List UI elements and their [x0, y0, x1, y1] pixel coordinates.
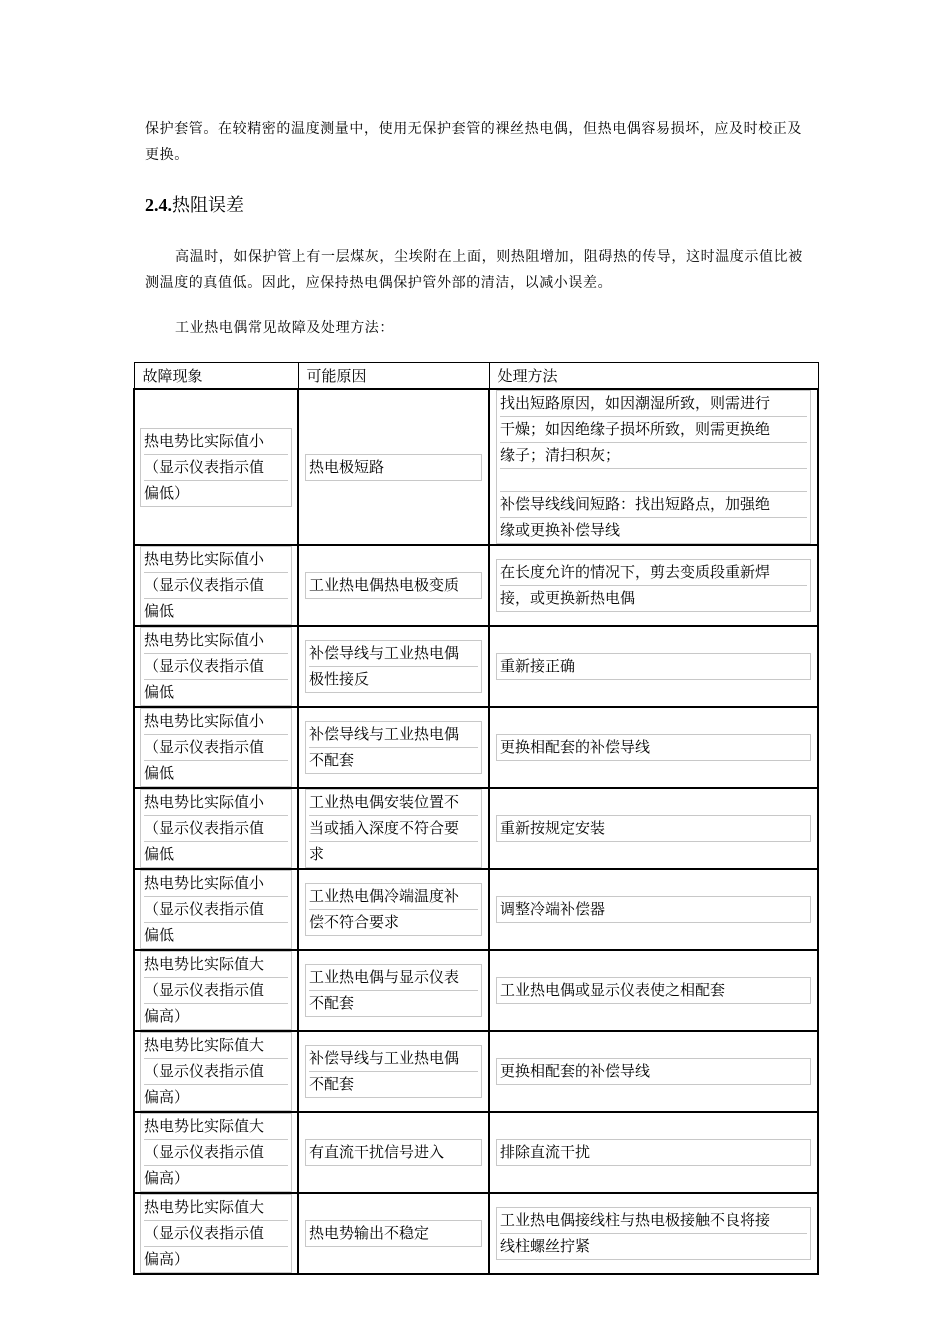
cell-phenomenon-box	[140, 1113, 292, 1192]
cell-method	[489, 707, 818, 788]
cell-line: 工业热电偶冷端温度补	[309, 884, 478, 910]
cell-line: 求	[309, 845, 325, 863]
cell-line: 偏低	[144, 764, 175, 782]
cell-phenomenon-box	[140, 627, 292, 706]
cell-method-box	[496, 1139, 811, 1166]
cell-phenomenon	[134, 545, 298, 626]
cell-line: （显示仪表指示值	[144, 654, 288, 680]
cell-cause-box	[305, 454, 482, 481]
table-row	[134, 950, 818, 1031]
section-heading	[145, 193, 244, 218]
cell-line: 偏低）	[144, 483, 190, 502]
cell-cause	[298, 1112, 489, 1193]
cell-line: 缘或更换补偿导线	[500, 521, 621, 539]
cell-phenomenon	[134, 1031, 298, 1112]
cell-line: 更换相配套的补偿导线	[500, 1062, 651, 1080]
cell-line: 热电势比实际值大	[144, 952, 288, 978]
cell-phenomenon-box	[140, 708, 292, 787]
cell-phenomenon-box	[140, 1194, 292, 1273]
cell-method	[489, 1031, 818, 1112]
cell-line: 不配套	[309, 1075, 355, 1093]
cell-line: 偏高）	[144, 1250, 190, 1268]
cell-method-box	[496, 653, 811, 680]
cell-line: 偏低	[144, 845, 175, 863]
cell-line: 偏低	[144, 602, 175, 620]
table-row	[134, 1193, 818, 1274]
cell-line: 热电势比实际值小	[144, 790, 288, 816]
cell-line: 热电势输出不稳定	[309, 1224, 430, 1242]
cell-cause	[298, 545, 489, 626]
cell-line: 更换相配套的补偿导线	[500, 738, 651, 756]
table-row	[134, 788, 818, 869]
cell-phenomenon	[134, 1193, 298, 1274]
cell-line: 找出短路原因，如因潮湿所致，则需进行	[500, 391, 807, 417]
cell-line: 热电势比实际值小	[144, 429, 288, 455]
cell-method-box	[496, 896, 811, 923]
cell-phenomenon-box	[140, 546, 292, 625]
cell-phenomenon-box	[140, 428, 292, 507]
cell-line: 不配套	[309, 751, 355, 769]
cell-cause	[298, 788, 489, 869]
cell-line: 偏低	[144, 926, 175, 944]
fault-table	[133, 362, 819, 1275]
cell-line: 干燥；如因绝缘子损坏所致，则需更换绝	[500, 417, 807, 443]
table-intro: 工业热电偶常见故障及处理方法：	[175, 320, 394, 336]
cell-line: （显示仪表指示值	[144, 1059, 288, 1085]
cell-phenomenon	[134, 707, 298, 788]
cell-line: 线柱螺丝拧紧	[500, 1237, 591, 1255]
cell-method	[489, 389, 818, 545]
cell-line: 偿不符合要求	[309, 913, 400, 931]
table-row	[134, 626, 818, 707]
cell-cause-box	[305, 1045, 482, 1098]
cell-line: （显示仪表指示值	[144, 1140, 288, 1166]
cell-cause-box	[305, 789, 482, 868]
cell-phenomenon-box	[140, 870, 292, 949]
cell-cause-box	[305, 572, 482, 599]
cell-line: 工业热电偶安装位置不	[309, 790, 478, 816]
cell-phenomenon	[134, 950, 298, 1031]
cell-cause	[298, 1031, 489, 1112]
paragraph-thermal-resistance: 高温时，如保护管上有一层煤灰，尘埃附在上面，则热阻增加，阻碍热的传导，这时温度示值比被测温度的真值低。因此，应保持热电偶保护管外部的清洁，以减小误差。	[145, 249, 803, 291]
table-row	[134, 707, 818, 788]
cell-line: （显示仪表指示值	[144, 816, 288, 842]
table-row	[134, 869, 818, 950]
cell-line: 热电势比实际值小	[144, 709, 288, 735]
cell-cause	[298, 1193, 489, 1274]
cell-line: 偏低	[144, 683, 175, 701]
cell-line: 热电势比实际值大	[144, 1195, 288, 1221]
cell-phenomenon	[134, 869, 298, 950]
cell-phenomenon	[134, 1112, 298, 1193]
cell-line: 偏高）	[144, 1088, 190, 1106]
header-method: 处理方法	[489, 363, 818, 390]
cell-line: 工业热电偶或显示仪表使之相配套	[500, 981, 726, 999]
cell-method-box	[496, 1207, 811, 1260]
cell-cause-box	[305, 964, 482, 1017]
cell-method-box	[496, 1058, 811, 1085]
cell-cause-box	[305, 640, 482, 693]
cell-line: 热电势比实际值小	[144, 547, 288, 573]
cell-line: 热电势比实际值大	[144, 1114, 288, 1140]
table-header-row	[134, 363, 818, 390]
cell-phenomenon	[134, 389, 298, 545]
cell-method-box	[496, 559, 811, 612]
table-row	[134, 389, 818, 545]
cell-line: 补偿导线与工业热电偶	[309, 1046, 478, 1072]
cell-line: 补偿导线与工业热电偶	[309, 641, 478, 667]
cell-line: 缘子；清扫积灰；	[500, 443, 807, 469]
section-number: 2.4.	[145, 195, 172, 215]
cell-method	[489, 626, 818, 707]
table-row	[134, 1031, 818, 1112]
cell-phenomenon-box	[140, 1032, 292, 1111]
cell-line: 极性接反	[309, 670, 370, 688]
cell-method	[489, 1193, 818, 1274]
cell-method	[489, 950, 818, 1031]
cell-line: 工业热电偶热电极变质	[309, 576, 460, 594]
cell-line: 热电极短路	[309, 457, 385, 476]
cell-line: 偏高）	[144, 1007, 190, 1025]
cell-line: （显示仪表指示值	[144, 897, 288, 923]
cell-cause	[298, 389, 489, 545]
cell-method-box	[496, 390, 811, 544]
cell-line: 工业热电偶与显示仪表	[309, 965, 478, 991]
cell-cause-box	[305, 1220, 482, 1247]
cell-line: 在长度允许的情况下，剪去变质段重新焊	[500, 560, 807, 586]
cell-method-box	[496, 977, 811, 1004]
cell-line: 重新按规定安装	[500, 819, 606, 837]
section-title: 热阻误差	[172, 195, 244, 216]
cell-line: 调整冷端补偿器	[500, 900, 606, 918]
cell-phenomenon-box	[140, 789, 292, 868]
cell-line: 热电势比实际值小	[144, 628, 288, 654]
cell-phenomenon	[134, 788, 298, 869]
paragraph-protection-tube: 保护套管。在较精密的温度测量中，使用无保护套管的裸丝热电偶，但热电偶容易损坏，应及时校正及更换。	[145, 121, 802, 163]
cell-line: 接，或更换新热电偶	[500, 589, 636, 607]
table-row	[134, 545, 818, 626]
cell-line: （显示仪表指示值	[144, 455, 288, 481]
cell-line: 补偿导线线间短路：找出短路点，加强绝	[500, 492, 807, 518]
cell-phenomenon-box	[140, 951, 292, 1030]
cell-cause	[298, 707, 489, 788]
cell-line: （显示仪表指示值	[144, 978, 288, 1004]
cell-line: 排除直流干扰	[500, 1143, 591, 1161]
cell-line: 补偿导线与工业热电偶	[309, 722, 478, 748]
cell-method	[489, 545, 818, 626]
cell-method-box	[496, 815, 811, 842]
cell-line: 重新接正确	[500, 657, 576, 675]
cell-line: 热电势比实际值小	[144, 871, 288, 897]
cell-line: 工业热电偶接线柱与热电极接触不良将接	[500, 1208, 807, 1234]
header-phenomenon: 故障现象	[134, 363, 298, 390]
header-cause: 可能原因	[298, 363, 489, 390]
cell-line: 当或插入深度不符合要	[309, 816, 478, 842]
cell-line: （显示仪表指示值	[144, 735, 288, 761]
cell-method	[489, 1112, 818, 1193]
cell-cause-box	[305, 1139, 482, 1166]
cell-cause	[298, 869, 489, 950]
cell-method	[489, 788, 818, 869]
cell-line: （显示仪表指示值	[144, 1221, 288, 1247]
cell-line: 不配套	[309, 994, 355, 1012]
cell-phenomenon	[134, 626, 298, 707]
cell-line: 有直流干扰信号进入	[309, 1143, 445, 1161]
cell-cause-box	[305, 721, 482, 774]
cell-method-box	[496, 734, 811, 761]
cell-line	[500, 469, 807, 492]
cell-cause	[298, 626, 489, 707]
cell-method	[489, 869, 818, 950]
cell-cause-box	[305, 883, 482, 936]
cell-line: 热电势比实际值大	[144, 1033, 288, 1059]
cell-cause	[298, 950, 489, 1031]
cell-line: （显示仪表指示值	[144, 573, 288, 599]
table-row	[134, 1112, 818, 1193]
cell-line: 偏高）	[144, 1169, 190, 1187]
